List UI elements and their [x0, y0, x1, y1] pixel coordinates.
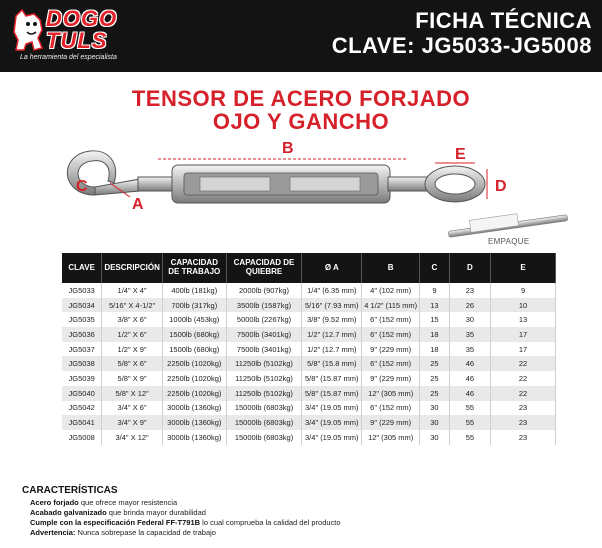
table-cell: 6" (152 mm) — [362, 312, 420, 327]
table-cell: 11250lb (5102kg) — [226, 356, 302, 371]
table-cell: 3/4" (19.05 mm) — [302, 430, 362, 445]
dog-logo-icon — [8, 8, 48, 52]
table-cell: 3/4" X 6" — [102, 401, 163, 416]
table-cell: JG5037 — [62, 342, 102, 357]
table-row — [62, 371, 556, 386]
table-cell: 1/2" X 6" — [102, 327, 163, 342]
table-cell: 1/4" (6.35 mm) — [302, 283, 362, 298]
table-row — [62, 283, 556, 298]
feature-item — [22, 528, 582, 538]
table-cell: 55 — [449, 401, 490, 416]
header-bar — [0, 0, 602, 72]
table-cell: 25 — [420, 386, 450, 401]
table-cell: 15000lb (6803kg) — [226, 415, 302, 430]
table-cell: 11250lb (5102kg) — [226, 386, 302, 401]
feature-item-bold: Acero forjado — [30, 498, 79, 507]
table-row — [62, 327, 556, 342]
feature-item — [22, 498, 582, 508]
table-cell: 3/4" X 9" — [102, 415, 163, 430]
package-label: EMPAQUE — [488, 237, 530, 246]
table-cell: 2000lb (907kg) — [226, 283, 302, 298]
table-cell: 55 — [449, 430, 490, 445]
table-cell: 12" (305 mm) — [362, 430, 420, 445]
brand-name-line1: DOGO — [46, 6, 118, 31]
table-cell: JG5033 — [62, 283, 102, 298]
table-cell: JG5041 — [62, 415, 102, 430]
table-cell: 23 — [491, 430, 556, 445]
table-cell: 15000lb (6803kg) — [226, 401, 302, 416]
table-cell: 17 — [491, 342, 556, 357]
table-cell: 9" (229 mm) — [362, 371, 420, 386]
table-cell: JG5035 — [62, 312, 102, 327]
feature-item — [22, 508, 582, 518]
table-cell: 7500lb (3401kg) — [226, 342, 302, 357]
column-header-capacidad-trabajo: CAPACIDAD DE TRABAJO — [162, 253, 226, 283]
table-cell: JG5036 — [62, 327, 102, 342]
table-cell: 400lb (181kg) — [162, 283, 226, 298]
table-cell: 3000lb (1360kg) — [162, 415, 226, 430]
table-cell: 30 — [449, 312, 490, 327]
table-cell: 6" (152 mm) — [362, 401, 420, 416]
table-row — [62, 386, 556, 401]
right-shank — [388, 177, 428, 191]
table-cell: 22 — [491, 386, 556, 401]
table-cell: 1000lb (453kg) — [162, 312, 226, 327]
table-cell: 15000lb (6803kg) — [226, 430, 302, 445]
column-header-clave: CLAVE — [62, 253, 102, 283]
dimension-label-b: B — [282, 140, 294, 157]
table-cell: 1500lb (680kg) — [162, 342, 226, 357]
specifications-table — [62, 253, 556, 445]
table-cell: 30 — [420, 415, 450, 430]
sheet-title-line1: FICHA TÉCNICA — [415, 8, 592, 33]
table-cell: JG5042 — [62, 401, 102, 416]
dimension-label-a: A — [132, 196, 144, 213]
brand-logo — [6, 6, 156, 64]
brand-name-line2: TULS — [46, 28, 108, 53]
table-cell: 3/4" (19.05 mm) — [302, 401, 362, 416]
column-header-capacidad-quiebre: CAPACIDAD DE QUIEBRE — [226, 253, 302, 283]
table-cell: 5/8" (15.87 mm) — [302, 386, 362, 401]
table-cell: 30 — [420, 401, 450, 416]
sheet-title — [332, 8, 592, 59]
sheet-code: CLAVE: JG5033-JG5008 — [331, 33, 592, 59]
table-cell: 18 — [420, 342, 450, 357]
features-section — [22, 485, 582, 538]
table-cell: 6" (152 mm) — [362, 356, 420, 371]
table-cell: 11250lb (5102kg) — [226, 371, 302, 386]
feature-item-text: que brinda mayor durabilidad — [106, 508, 206, 517]
table-cell: 5000lb (2267kg) — [226, 312, 302, 327]
table-cell: 10 — [491, 298, 556, 313]
table-cell: 1/2" (12.7 mm) — [302, 342, 362, 357]
table-row — [62, 401, 556, 416]
table-cell: 700lb (317kg) — [162, 298, 226, 313]
table-cell: 6" (152 mm) — [362, 327, 420, 342]
feature-item-bold: Cumple con la especificación Federal FF-T791B — [30, 518, 201, 527]
table-cell: 2250lb (1020kg) — [162, 356, 226, 371]
product-title-line1: TENSOR DE ACERO FORJADO — [131, 86, 471, 111]
feature-item-text: que ofrece mayor resistencia — [78, 498, 178, 507]
table-row — [62, 312, 556, 327]
table-cell: 30 — [420, 430, 450, 445]
table-cell: 3/8" (9.52 mm) — [302, 312, 362, 327]
left-shank — [138, 177, 174, 191]
table-cell: JG5038 — [62, 356, 102, 371]
table-cell: 26 — [449, 298, 490, 313]
features-title: CARACTERÍSTICAS — [22, 485, 118, 496]
table-cell: 9" (229 mm) — [362, 342, 420, 357]
table-cell: 3/8" X 6" — [102, 312, 163, 327]
table-cell: 5/16" (7.93 mm) — [302, 298, 362, 313]
column-header-b: B — [362, 253, 420, 283]
table-row — [62, 356, 556, 371]
table-cell: 5/8" (15.8 mm) — [302, 356, 362, 371]
table-cell: JG5039 — [62, 371, 102, 386]
feature-item-bold: Advertencia: — [30, 528, 76, 537]
product-title-line2: OJO Y GANCHO — [212, 109, 390, 134]
table-cell: 2250lb (1020kg) — [162, 386, 226, 401]
table-header-row — [62, 253, 556, 283]
dimension-label-e: E — [455, 146, 466, 163]
table-cell: 13 — [491, 312, 556, 327]
column-header-d: D — [449, 253, 490, 283]
table-cell: 46 — [449, 356, 490, 371]
table-cell: JG5040 — [62, 386, 102, 401]
table-cell: 46 — [449, 371, 490, 386]
feature-item-text: Nunca sobrepase la capacidad de trabajo — [75, 528, 216, 537]
table-cell: 1500lb (680kg) — [162, 327, 226, 342]
table-cell: 17 — [491, 327, 556, 342]
table-cell: 18 — [420, 327, 450, 342]
brand-tagline: La herramienta del especialista — [20, 54, 117, 61]
table-cell: 1/2" (12.7 mm) — [302, 327, 362, 342]
table-cell: 46 — [449, 386, 490, 401]
package-image — [448, 214, 568, 238]
turnbuckle-illustration — [50, 135, 590, 250]
table-cell: 22 — [491, 371, 556, 386]
table-cell: 23 — [449, 283, 490, 298]
table-cell: 15 — [420, 312, 450, 327]
table-row — [62, 298, 556, 313]
table-row — [62, 342, 556, 357]
table-cell: 12" (305 mm) — [362, 386, 420, 401]
table-cell: 9" (229 mm) — [362, 415, 420, 430]
eye-end — [425, 166, 485, 202]
table-cell: 1/2" X 9" — [102, 342, 163, 357]
table-cell: 3000lb (1360kg) — [162, 430, 226, 445]
table-cell: 25 — [420, 371, 450, 386]
table-cell: 23 — [491, 401, 556, 416]
table-cell: 23 — [491, 415, 556, 430]
table-cell: 5/8" X 12" — [102, 386, 163, 401]
table-cell: 4" (102 mm) — [362, 283, 420, 298]
table-cell: 35 — [449, 342, 490, 357]
feature-item — [22, 518, 582, 528]
column-header-c: C — [420, 253, 450, 283]
table-cell: 22 — [491, 356, 556, 371]
column-header-a: Ø A — [302, 253, 362, 283]
table-row — [62, 430, 556, 445]
table-cell: 4 1/2" (115 mm) — [362, 298, 420, 313]
column-header-descripcion: DESCRIPCIÓN — [102, 253, 163, 283]
table-cell: 5/8" X 9" — [102, 371, 163, 386]
table-cell: 3/4" X 12" — [102, 430, 163, 445]
dimension-label-d: D — [495, 178, 507, 195]
table-cell: 1/4" X 4" — [102, 283, 163, 298]
feature-item-bold: Acabado galvanizado — [30, 508, 107, 517]
table-cell: 55 — [449, 415, 490, 430]
table-cell: JG5008 — [62, 430, 102, 445]
table-cell: 9 — [491, 283, 556, 298]
table-cell: 3000lb (1360kg) — [162, 401, 226, 416]
dimension-label-c: C — [76, 178, 88, 195]
table-cell: 9 — [420, 283, 450, 298]
turnbuckle-body — [172, 165, 390, 203]
table-cell: 5/8" X 6" — [102, 356, 163, 371]
feature-item-text: lo cual comprueba la calidad del producto — [200, 518, 341, 527]
table-cell: 7500lb (3401kg) — [226, 327, 302, 342]
table-cell: 5/8" (15.87 mm) — [302, 371, 362, 386]
table-cell: 13 — [420, 298, 450, 313]
table-cell: 2250lb (1020kg) — [162, 371, 226, 386]
table-cell: 5/16" X 4-1/2" — [102, 298, 163, 313]
table-cell: 25 — [420, 356, 450, 371]
table-cell: 35 — [449, 327, 490, 342]
table-cell: JG5034 — [62, 298, 102, 313]
table-cell: 3500lb (1587kg) — [226, 298, 302, 313]
table-row — [62, 415, 556, 430]
table-cell: 3/4" (19.05 mm) — [302, 415, 362, 430]
column-header-e: E — [491, 253, 556, 283]
